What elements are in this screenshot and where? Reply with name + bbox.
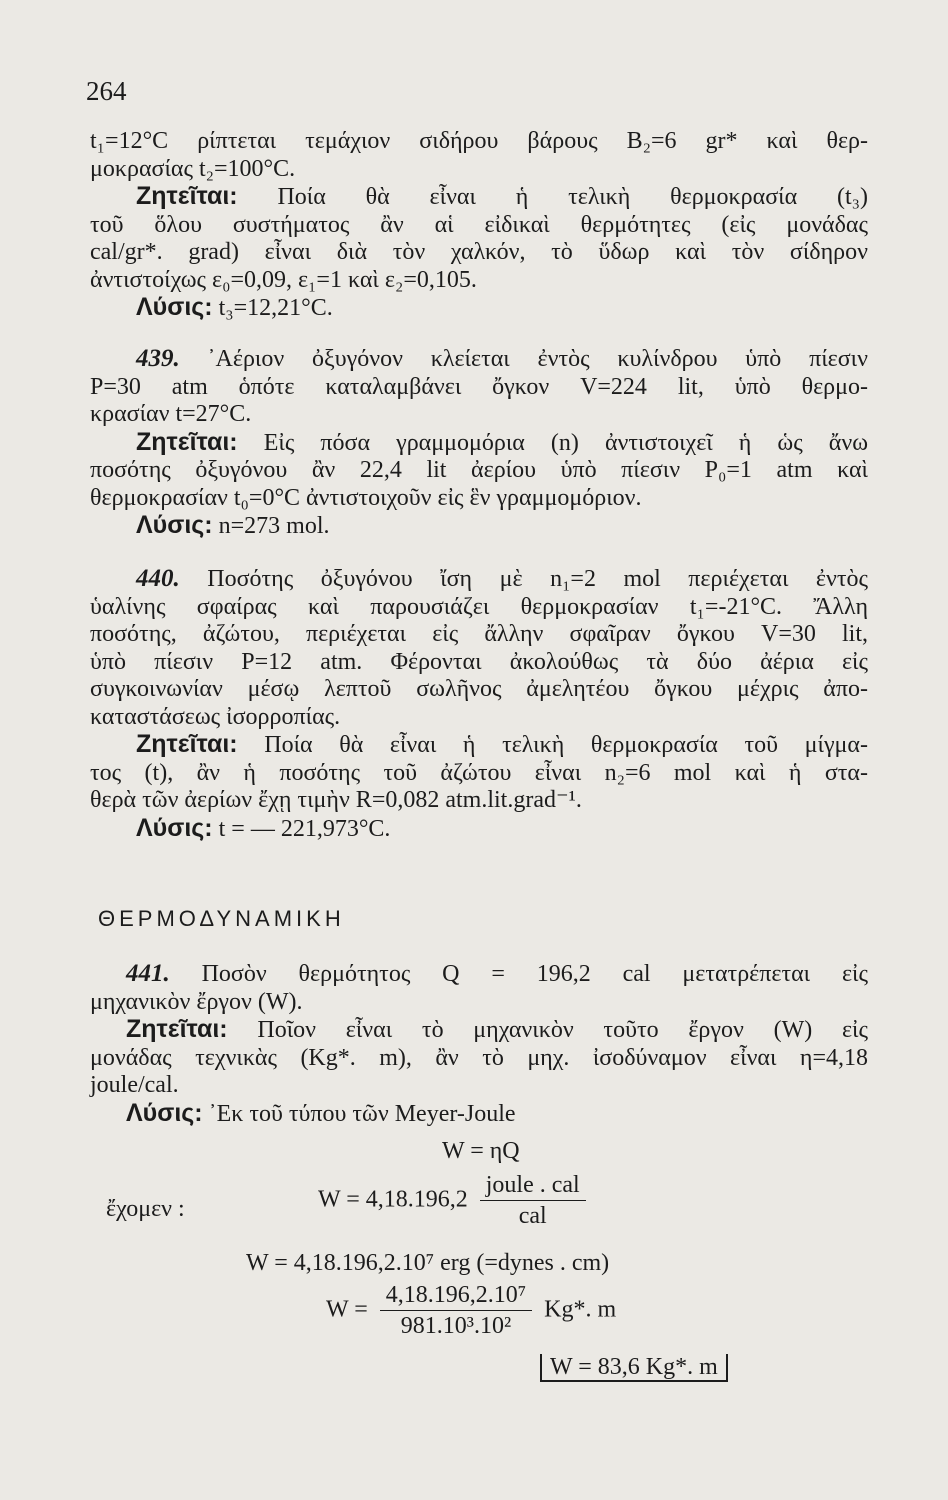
problem-number: 441. [126,960,170,987]
equation-lhs: W = 4,18.196,2 [318,1186,468,1213]
problem-441 [90,960,868,1128]
solution-line: Λύσις: ᾿Εκ τοῦ τύπου τῶν Meyer-Joule [126,1098,516,1127]
text-line: καταστάσεως ἰσορροπίας. [90,703,341,730]
equation-w-erg: W = 4,18.196,2.10⁷ erg (=dynes . cm) [246,1250,610,1276]
final-result [540,1354,728,1381]
problem-number: 439. [136,345,180,372]
text-line: μοκρασίας t₂=100°C. [90,155,296,182]
problem-first-line: 440. Ποσότης ὀξυγόνου ἴση μὲ n₁=2 mol περιέχεται ἐντὸς [136,565,869,592]
problem-first-line: 441. Ποσὸν θερμότητος Q = 196,2 cal μετατρέπεται εἰς [126,960,868,987]
solution-label: Λύσις: [136,511,213,539]
solution-line: Λύσις: t = — 221,973°C. [136,813,391,842]
requirement-label: Ζητεῖται: [136,182,238,210]
text-line: τος (t), ἂν ἡ ποσότης τοῦ ἀζώτου εἶναι n₂=6 mol καὶ ἡ στα- [90,759,868,786]
requirement-label: Ζητεῖται: [126,1015,228,1043]
fraction-denominator: 981.10³.10² [400,1313,512,1339]
fraction-numerator: joule . cal [480,1172,586,1201]
text-line: t₁=12°C ρίπτεται τεμάχιον σιδήρου βάρους B₂=6 gr* καὶ θερ- [90,128,868,154]
fraction-denominator: cal [518,1203,547,1229]
text-line: τοῦ ὅλου συστήματος ἂν αἱ εἰδικαὶ θερμότητες (εἰς μονάδας [90,211,868,238]
text-line: μηχανικὸν ἔργον (W). [90,988,303,1015]
problem-439 [90,345,868,541]
text-line: ποσότης ὀξυγόνου ἂν 22,4 lit ἀερίου ὑπὸ πίεσιν P₀=1 atm καὶ [90,457,868,483]
requirement-line: Ζητεῖται: Ποία θὰ εἶναι ἡ τελικὴ θερμοκρασία τοῦ μίγμα- [136,730,868,758]
solution-label: Λύσις: [126,1098,203,1127]
requirement-line: Ζητεῖται: Ποῖον εἶναι τὸ μηχανικὸν τοῦτο ἔργον (W) εἰς [126,1015,869,1043]
text-line: joule/cal. [90,1072,179,1098]
text-line: cal/gr*. grad) εἶναι διὰ τὸν χαλκόν, τὸ ὕδωρ καὶ τὸν σίδηρον [90,239,868,265]
text-line: ὑαλίνης σφαίρας καὶ παρουσιάζει θερμοκρασίαν t₁=-21°C. Ἄλλη [90,593,868,620]
solution-line: Λύσις: t₃=12,21°C. [136,293,333,321]
fraction-numerator: 4,18.196,2.10⁷ [380,1282,532,1311]
text-line: κρασίαν t=27°C. [90,401,252,427]
text-line: ποσότης, ἀζώτου, περιέχεται εἰς ἄλλην σφαῖραν ὄγκου V=30 lit, [90,621,868,647]
equation-w-kgm [326,1282,616,1340]
section-title: ΘΕΡΜΟΔΥΝΑΜΙΚΗ [98,906,345,931]
solution-line: Λύσις: n=273 mol. [136,511,330,539]
problem-440 [90,565,868,843]
requirement-line: Ζητεῖται: Ποία θὰ εἶναι ἡ τελικὴ θερμοκρασία (t₃) [136,182,869,210]
text-line: μονάδας τεχνικὰς (Kg*. m), ἂν τὸ μηχ. ἰσοδύναμον εἶναι η=4,18 [90,1044,868,1071]
text-line: ἀντιστοίχως ε₀=0,09, ε₁=1 καὶ ε₂=0,105. [90,266,477,293]
text-line: P=30 atm ὁπότε καταλαμβάνει ὄγκον V=224 lit, ὑπὸ θερμο- [90,373,868,400]
equation-w-eta-q: W = ηQ [442,1138,520,1164]
requirement-label: Ζητεῖται: [136,427,238,456]
fraction [480,1172,586,1230]
page-number: 264 [86,76,127,106]
problem-438 [90,128,868,323]
requirement-label: Ζητεῖται: [136,730,238,758]
equation-unit: Kg*. m [544,1296,617,1323]
text-line: θερμοκρασίαν t₀=0°C ἀντιστοιχοῦν εἰς ἓν γραμμομόριον. [90,484,642,511]
requirement-line: Ζητεῖται: Εἰς πόσα γραμμομόρια (n) ἀντιστοιχεῖ ἡ ὡς ἄνω [136,427,869,456]
text-line: ὑπὸ πίεσιν P=12 atm. Φέρονται ἀκολούθως τὰ δύο ἀέρια εἰς [90,648,868,675]
solution-label: Λύσις: [136,813,213,842]
result-box: W = 83,6 Kg*. m [540,1354,728,1382]
solution-label: Λύσις: [136,293,213,321]
fraction [380,1282,532,1340]
text-line: θερὰ τῶν ἀερίων ἔχῃ τιμὴν R=0,082 atm.lit.grad⁻¹. [90,787,582,813]
equation-lhs: W = [326,1296,368,1323]
equation-w-joule [318,1172,592,1230]
problem-first-line: 439. ᾿Αέριον ὀξυγόνον κλείεται ἐντὸς κυλίνδρου ὑπὸ πίεσιν [136,345,868,372]
echomen-label: ἔχομεν : [106,1196,185,1222]
problem-number: 440. [136,565,180,592]
text-line: συγκοινωνίαν μέσῳ λεπτοῦ σωλῆνος ἀμελητέου ὄγκου μέχρις ἀπο- [90,676,868,702]
